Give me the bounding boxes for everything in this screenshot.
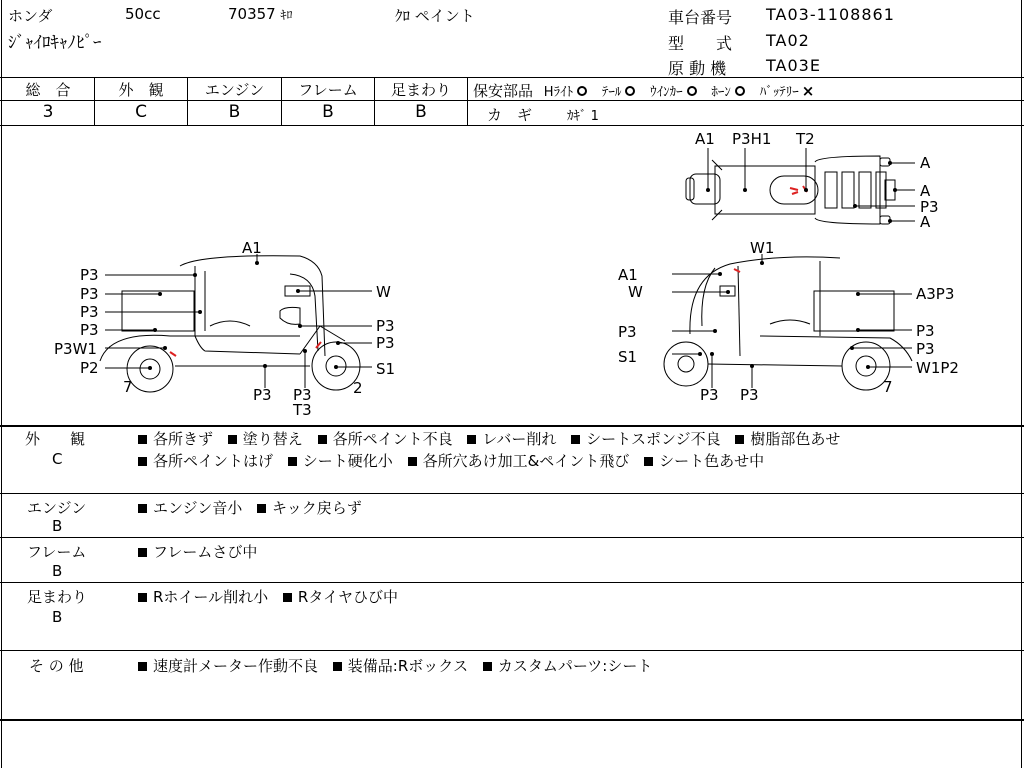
engine-value: TA03E [766, 56, 821, 75]
notes-exterior-label: 外 観 [25, 430, 86, 448]
overall-grade: 3 [42, 102, 54, 122]
diag-label: W [376, 283, 391, 301]
notes-other-label: そ の 他 [29, 657, 84, 675]
notes-other-items: 速度計メーター作動不良 装備品:Rボックス カスタムパーツ:シート [138, 655, 652, 676]
diag-label: A1 [242, 239, 262, 257]
left-view-scooter [100, 256, 360, 392]
diag-label: T2 [796, 130, 815, 148]
diag-label: P3 [253, 386, 272, 404]
top-view-scooter [686, 156, 895, 224]
notes-frame-items: フレームさび中 [138, 541, 257, 562]
notes-suspension-grade: B [52, 608, 63, 626]
notes-frame-grade: B [52, 562, 63, 580]
exterior-label: 外 観 [118, 81, 164, 99]
diag-label: P3 [293, 386, 312, 404]
damage-diagram [0, 126, 1024, 425]
safety-headlight: Hﾗｲﾄ [543, 85, 574, 100]
diag-label: T3 [293, 401, 312, 419]
diag-label: W1P2 [916, 359, 959, 377]
divider [0, 77, 1024, 78]
diag-label: W1 [750, 239, 775, 257]
ok-circle-icon [735, 86, 745, 96]
safety-parts [473, 80, 814, 101]
diag-label: P3W1 [54, 340, 97, 358]
divider [0, 650, 1024, 651]
divider [0, 719, 1024, 721]
frame-grade-label: フレーム [298, 81, 358, 99]
right-view-scooter [664, 257, 912, 390]
notes-exterior-line1: 各所きず 塗り替え 各所ペイント不良 レバー削れ シートスポンジ不良 樹脂部色あせ [138, 428, 840, 449]
suspension-grade-label: 足まわり [390, 81, 451, 99]
divider [467, 77, 468, 125]
exterior-grade: C [135, 102, 147, 122]
key-label: カ ギ [487, 106, 533, 124]
diag-label: P3 [920, 198, 939, 216]
divider [0, 493, 1024, 494]
diag-label: S1 [618, 348, 638, 366]
safety-label: 保安部品 [473, 82, 534, 100]
diag-label: A3P3 [916, 285, 955, 303]
notes-engine-items: エンジン音小 キック戻らず [138, 497, 362, 518]
safety-winker: ｳｲﾝｶｰ [650, 85, 683, 100]
maker: ホンダ [8, 7, 53, 25]
type-value: TA02 [766, 31, 810, 50]
diag-label: 2 [353, 379, 363, 397]
diag-label: P3H1 [732, 130, 772, 148]
ng-cross-icon: × [801, 82, 815, 100]
engine-label: 原 動 機 [668, 59, 727, 78]
type-label: 型 式 [668, 34, 733, 53]
diag-label: P3 [700, 386, 719, 404]
notes-suspension-items: Rホイール削れ小 Rタイヤひび中 [138, 586, 398, 607]
diag-label: A1 [618, 266, 638, 284]
diag-label: P2 [80, 359, 99, 377]
diag-label: A1 [695, 130, 715, 148]
color: ｸﾛ ペイント [395, 7, 475, 25]
diag-label: P3 [80, 321, 99, 339]
ok-circle-icon [687, 86, 697, 96]
diag-label: P3 [618, 323, 637, 341]
divider [0, 582, 1024, 583]
diag-label: P3 [80, 285, 99, 303]
diag-label: S1 [376, 360, 396, 378]
notes-exterior-line2: 各所ペイントはげ シート硬化小 各所穴あけ加工&ペイント飛び シート色あせ中 [138, 450, 764, 471]
safety-horn: ﾎｰﾝ [711, 85, 731, 100]
notes-frame-label: フレーム [27, 543, 87, 561]
engine-grade-label: エンジン [204, 81, 265, 99]
engine-grade: B [228, 102, 241, 122]
key-value: ｶｷﾞ 1 [567, 109, 599, 124]
diag-label: P3 [80, 303, 99, 321]
diag-label: P3 [376, 317, 395, 335]
ok-circle-icon [625, 86, 635, 96]
diag-label: 7 [883, 378, 893, 396]
safety-battery: ﾊﾞｯﾃﾘｰ [759, 85, 799, 100]
frame-grade: B [322, 102, 334, 122]
diag-label: P3 [376, 334, 395, 352]
diag-label: P3 [916, 322, 935, 340]
divider [0, 537, 1024, 538]
model-name: ｼﾞｬｲﾛｷｬﾉﾋﾟｰ [8, 33, 102, 53]
diag-label: P3 [916, 340, 935, 358]
safety-tail: ﾃｰﾙ [601, 85, 622, 100]
suspension-grade: B [415, 102, 427, 122]
notes-engine-grade: B [52, 517, 63, 535]
frame-no: TA03-1108861 [766, 5, 895, 24]
diag-label: W [628, 283, 643, 301]
overall-label: 総 合 [25, 81, 71, 99]
diag-label: A [920, 182, 931, 200]
mileage: 70357 ｷﾛ [228, 5, 293, 23]
notes-suspension-label: 足まわり [27, 588, 88, 606]
diag-label: P3 [740, 386, 759, 404]
notes-engine-label: エンジン [27, 499, 87, 517]
displacement: 50cc [125, 5, 161, 23]
diag-label: A [920, 154, 931, 172]
diag-label: A [920, 213, 931, 231]
diag-label: 7 [123, 378, 133, 396]
notes-exterior-grade: C [52, 450, 63, 468]
diag-label: P3 [80, 266, 99, 284]
divider [0, 425, 1024, 427]
frame-no-label: 車台番号 [668, 8, 733, 27]
ok-circle-icon [577, 86, 587, 96]
